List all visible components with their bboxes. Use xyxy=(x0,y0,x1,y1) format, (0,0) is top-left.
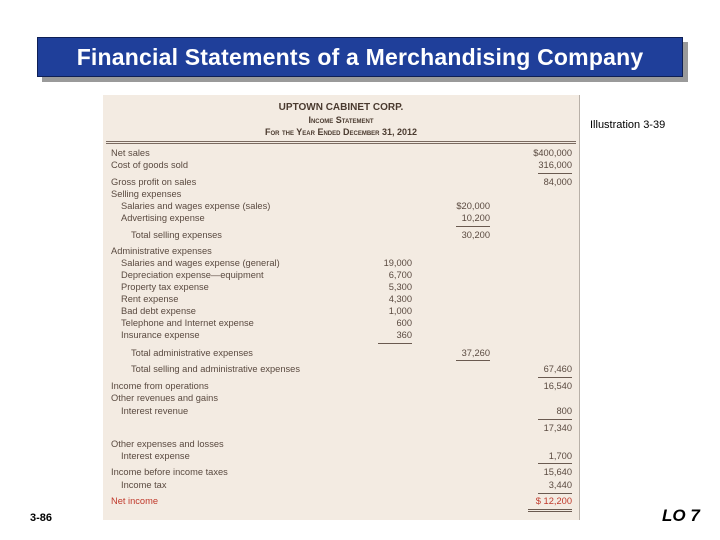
row-label: Gross profit on sales xyxy=(111,177,197,187)
underline xyxy=(456,360,490,361)
row-label: Insurance expense xyxy=(121,330,200,340)
row-label: Advertising expense xyxy=(121,213,205,223)
row-income-before-tax xyxy=(103,467,579,479)
row-gross-profit xyxy=(103,177,579,189)
row-label: Other expenses and losses xyxy=(111,439,224,449)
row-label: Cost of goods sold xyxy=(111,160,189,170)
amount: 17,340 xyxy=(543,423,572,433)
amount: 16,540 xyxy=(543,381,572,391)
underline xyxy=(378,343,412,344)
row-label: Total administrative expenses xyxy=(131,348,253,358)
row-net-sales xyxy=(103,148,579,160)
row-other-expenses xyxy=(103,439,579,451)
row-subtotal xyxy=(103,423,579,435)
row-income-operations xyxy=(103,381,579,393)
row-label: Total selling expenses xyxy=(131,230,222,240)
row-income-tax xyxy=(103,480,579,492)
underline xyxy=(538,377,572,378)
row-selling-expenses xyxy=(103,189,579,201)
row-label: Telephone and Internet expense xyxy=(121,318,254,328)
row-total-admin xyxy=(103,348,579,360)
amount: 67,460 xyxy=(543,364,572,374)
row-label: Income from operations xyxy=(111,381,209,391)
row-label: Depreciation expense—equipment xyxy=(121,270,264,280)
amount: 1,000 xyxy=(388,306,412,316)
slide-title-box xyxy=(37,37,683,77)
amount: 15,640 xyxy=(543,467,572,477)
underline xyxy=(538,463,572,464)
underline xyxy=(456,226,490,227)
learning-objective: LO 7 xyxy=(662,506,700,525)
row-interest-expense xyxy=(103,451,579,463)
row-label: Other revenues and gains xyxy=(111,393,218,403)
row-total-selling xyxy=(103,230,579,242)
row-label: Income tax xyxy=(121,480,167,490)
double-underline xyxy=(528,509,572,512)
amount: $ 12,200 xyxy=(535,496,572,506)
row-other-revenues xyxy=(103,393,579,405)
amount: $400,000 xyxy=(533,148,572,158)
row-label: Administrative expenses xyxy=(111,246,212,256)
amount: 800 xyxy=(556,406,572,416)
row-label: Interest expense xyxy=(121,451,190,461)
amount: $20,000 xyxy=(456,201,490,211)
income-statement xyxy=(103,95,580,520)
amount: 4,300 xyxy=(388,294,412,304)
amount: 3,440 xyxy=(548,480,572,490)
amount: 30,200 xyxy=(461,230,490,240)
row-depreciation xyxy=(103,270,579,282)
company-name: UPTOWN CABINET CORP. xyxy=(278,102,404,113)
row-advertising xyxy=(103,213,579,225)
row-rent xyxy=(103,294,579,306)
amount: 19,000 xyxy=(383,258,412,268)
underline xyxy=(538,493,572,494)
row-property-tax xyxy=(103,282,579,294)
statement-period: For the Year Ended December 31, 2012 xyxy=(264,127,418,137)
underline xyxy=(538,173,572,174)
row-label: Income before income taxes xyxy=(111,467,228,477)
row-label: Net income xyxy=(111,496,159,506)
header-rule-2 xyxy=(106,143,576,144)
row-interest-revenue xyxy=(103,406,579,418)
row-label: Net sales xyxy=(111,148,150,158)
row-label: Interest revenue xyxy=(121,406,189,416)
row-label: Total selling and administrative expenses xyxy=(131,364,300,374)
amount: 10,200 xyxy=(461,213,490,223)
row-label: Rent expense xyxy=(121,294,179,304)
illustration-label: Illustration 3-39 xyxy=(590,119,666,131)
row-label: Selling expenses xyxy=(111,189,182,199)
header-rule xyxy=(106,141,576,142)
amount: 316,000 xyxy=(538,160,572,170)
amount: 360 xyxy=(396,330,412,340)
row-net-income xyxy=(103,496,579,508)
underline xyxy=(538,419,572,420)
amount: 37,260 xyxy=(461,348,490,358)
statement-name: Income Statement xyxy=(308,115,374,125)
amount: 600 xyxy=(396,318,412,328)
row-label: Property tax expense xyxy=(121,282,209,292)
amount: 1,700 xyxy=(548,451,572,461)
row-admin-expenses xyxy=(103,246,579,258)
row-general-salaries xyxy=(103,258,579,270)
slide-title: Financial Statements of a Merchandising Company xyxy=(76,43,644,70)
amount: 5,300 xyxy=(388,282,412,292)
row-bad-debt xyxy=(103,306,579,318)
row-insurance xyxy=(103,330,579,342)
row-label: Salaries and wages expense (general) xyxy=(121,258,280,268)
row-total-selling-admin xyxy=(103,364,579,376)
row-label: Salaries and wages expense (sales) xyxy=(121,201,271,211)
row-label: Bad debt expense xyxy=(121,306,196,316)
row-cogs xyxy=(103,160,579,172)
row-telephone xyxy=(103,318,579,330)
amount: 6,700 xyxy=(388,270,412,280)
amount: 84,000 xyxy=(543,177,572,187)
row-sales-salaries xyxy=(103,201,579,213)
slide-number: 3-86 xyxy=(30,512,53,524)
